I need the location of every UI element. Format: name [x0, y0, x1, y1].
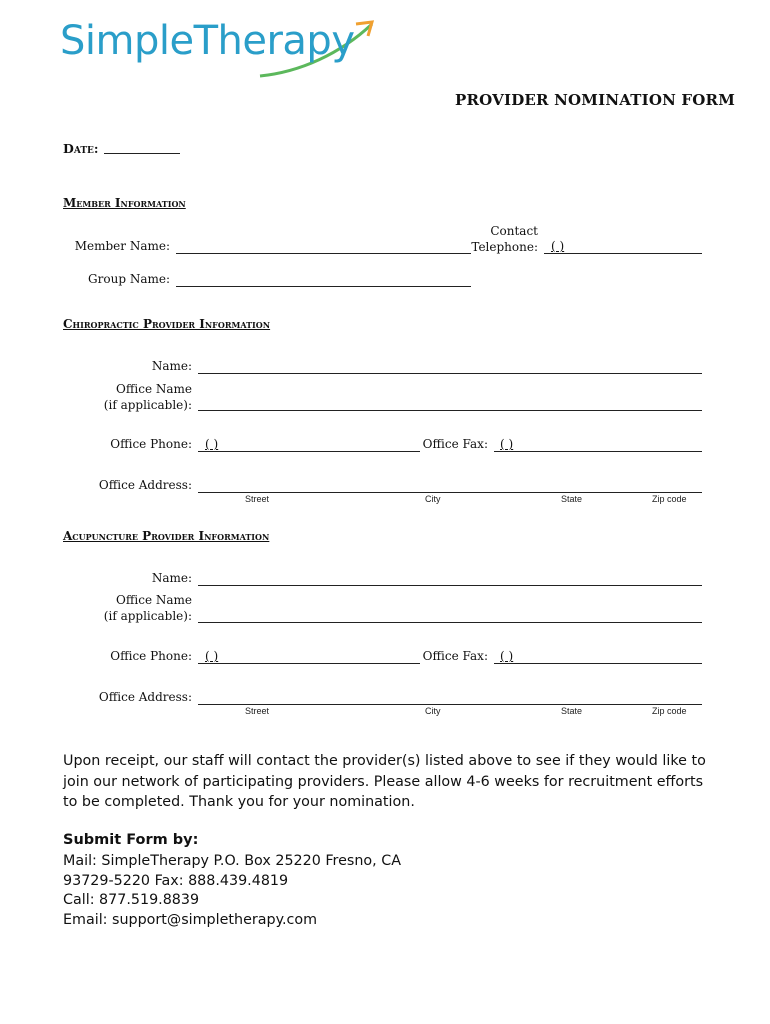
member-section-title: Member Information	[63, 196, 186, 210]
acu-office-address-label: Office Address:	[98, 690, 192, 704]
chiro-section-title: Chiropractic Provider Information	[63, 317, 271, 331]
acu-office-fax-paren: ( )	[500, 649, 514, 663]
date-label: Date:	[63, 141, 99, 156]
chiro-office-fax-label: Office Fax:	[422, 437, 488, 451]
chiro-office-phone-paren: ( )	[205, 437, 219, 451]
member-name-field[interactable]	[176, 253, 471, 254]
acu-state-sublabel: State	[561, 706, 583, 716]
acu-office-fax-field[interactable]	[494, 663, 702, 664]
submit-call-line: Call: 877.519.8839	[63, 892, 200, 908]
submit-mail-line: Mail: SimpleTherapy P.O. Box 25220 Fresno, CA	[63, 853, 402, 869]
chiro-office-fax-field[interactable]	[494, 451, 702, 452]
chiro-office-name-line2: (if applicable):	[103, 398, 192, 412]
chiro-office-name-label	[80, 381, 192, 413]
logo-text: SimpleTherapy	[60, 18, 355, 64]
acu-name-label: Name:	[151, 571, 192, 585]
acu-office-name-line1: Office Name	[116, 593, 192, 607]
acu-city-sublabel: City	[425, 706, 441, 716]
acu-office-name-line2: (if applicable):	[103, 609, 192, 623]
chiro-state-sublabel: State	[561, 494, 583, 504]
submit-details	[63, 852, 463, 930]
chiro-office-name-field[interactable]	[198, 410, 702, 411]
submit-heading: Submit Form by:	[63, 832, 199, 848]
submit-email-line[interactable]: Email: support@simpletherapy.com	[63, 911, 318, 928]
acu-zip-sublabel: Zip code	[652, 706, 687, 716]
chiro-office-fax-paren: ( )	[500, 437, 514, 451]
contact-phone-paren: ( )	[551, 239, 565, 253]
acu-office-name-label	[80, 592, 192, 624]
member-name-label: Member Name:	[74, 239, 170, 253]
acu-office-fax-label: Office Fax:	[422, 649, 488, 663]
form-title: PROVIDER NOMINATION FORM	[455, 91, 736, 109]
chiro-office-phone-label: Office Phone:	[110, 437, 192, 451]
date-field[interactable]	[104, 153, 180, 154]
contact-telephone-field[interactable]	[544, 253, 702, 254]
acu-office-address-field[interactable]	[198, 704, 702, 705]
acu-name-field[interactable]	[198, 585, 702, 586]
contact-label-line2: Telephone:	[471, 240, 538, 254]
simpletherapy-logo	[60, 14, 380, 74]
group-name-label: Group Name:	[88, 272, 170, 286]
chiro-city-sublabel: City	[425, 494, 441, 504]
contact-telephone-label	[460, 223, 538, 255]
acu-office-name-field[interactable]	[198, 622, 702, 623]
chiro-office-name-line1: Office Name	[116, 382, 192, 396]
chiro-street-sublabel: Street	[245, 494, 270, 504]
acu-office-phone-paren: ( )	[205, 649, 219, 663]
chiro-office-phone-field[interactable]	[198, 451, 420, 452]
acu-office-phone-field[interactable]	[198, 663, 420, 664]
chiro-zip-sublabel: Zip code	[652, 494, 687, 504]
chiro-name-label: Name:	[151, 359, 192, 373]
notice-paragraph: Upon receipt, our staff will contact the provider(s) listed above to see if they would like to join our network of participating providers. Please allow 4-6 weeks for recruitment efforts to be completed. Thank you for your nomination.	[63, 753, 706, 810]
chiro-name-field[interactable]	[198, 373, 702, 374]
chiro-office-address-field[interactable]	[198, 492, 702, 493]
group-name-field[interactable]	[176, 286, 471, 287]
chiro-office-address-label: Office Address:	[98, 478, 192, 492]
acu-office-phone-label: Office Phone:	[110, 649, 192, 663]
contact-label-line1: Contact	[490, 224, 538, 238]
acu-street-sublabel: Street	[245, 706, 270, 716]
submit-fax-line: 93729-5220 Fax: 888.439.4819	[63, 872, 289, 889]
acu-section-title: Acupuncture Provider Information	[63, 529, 270, 543]
